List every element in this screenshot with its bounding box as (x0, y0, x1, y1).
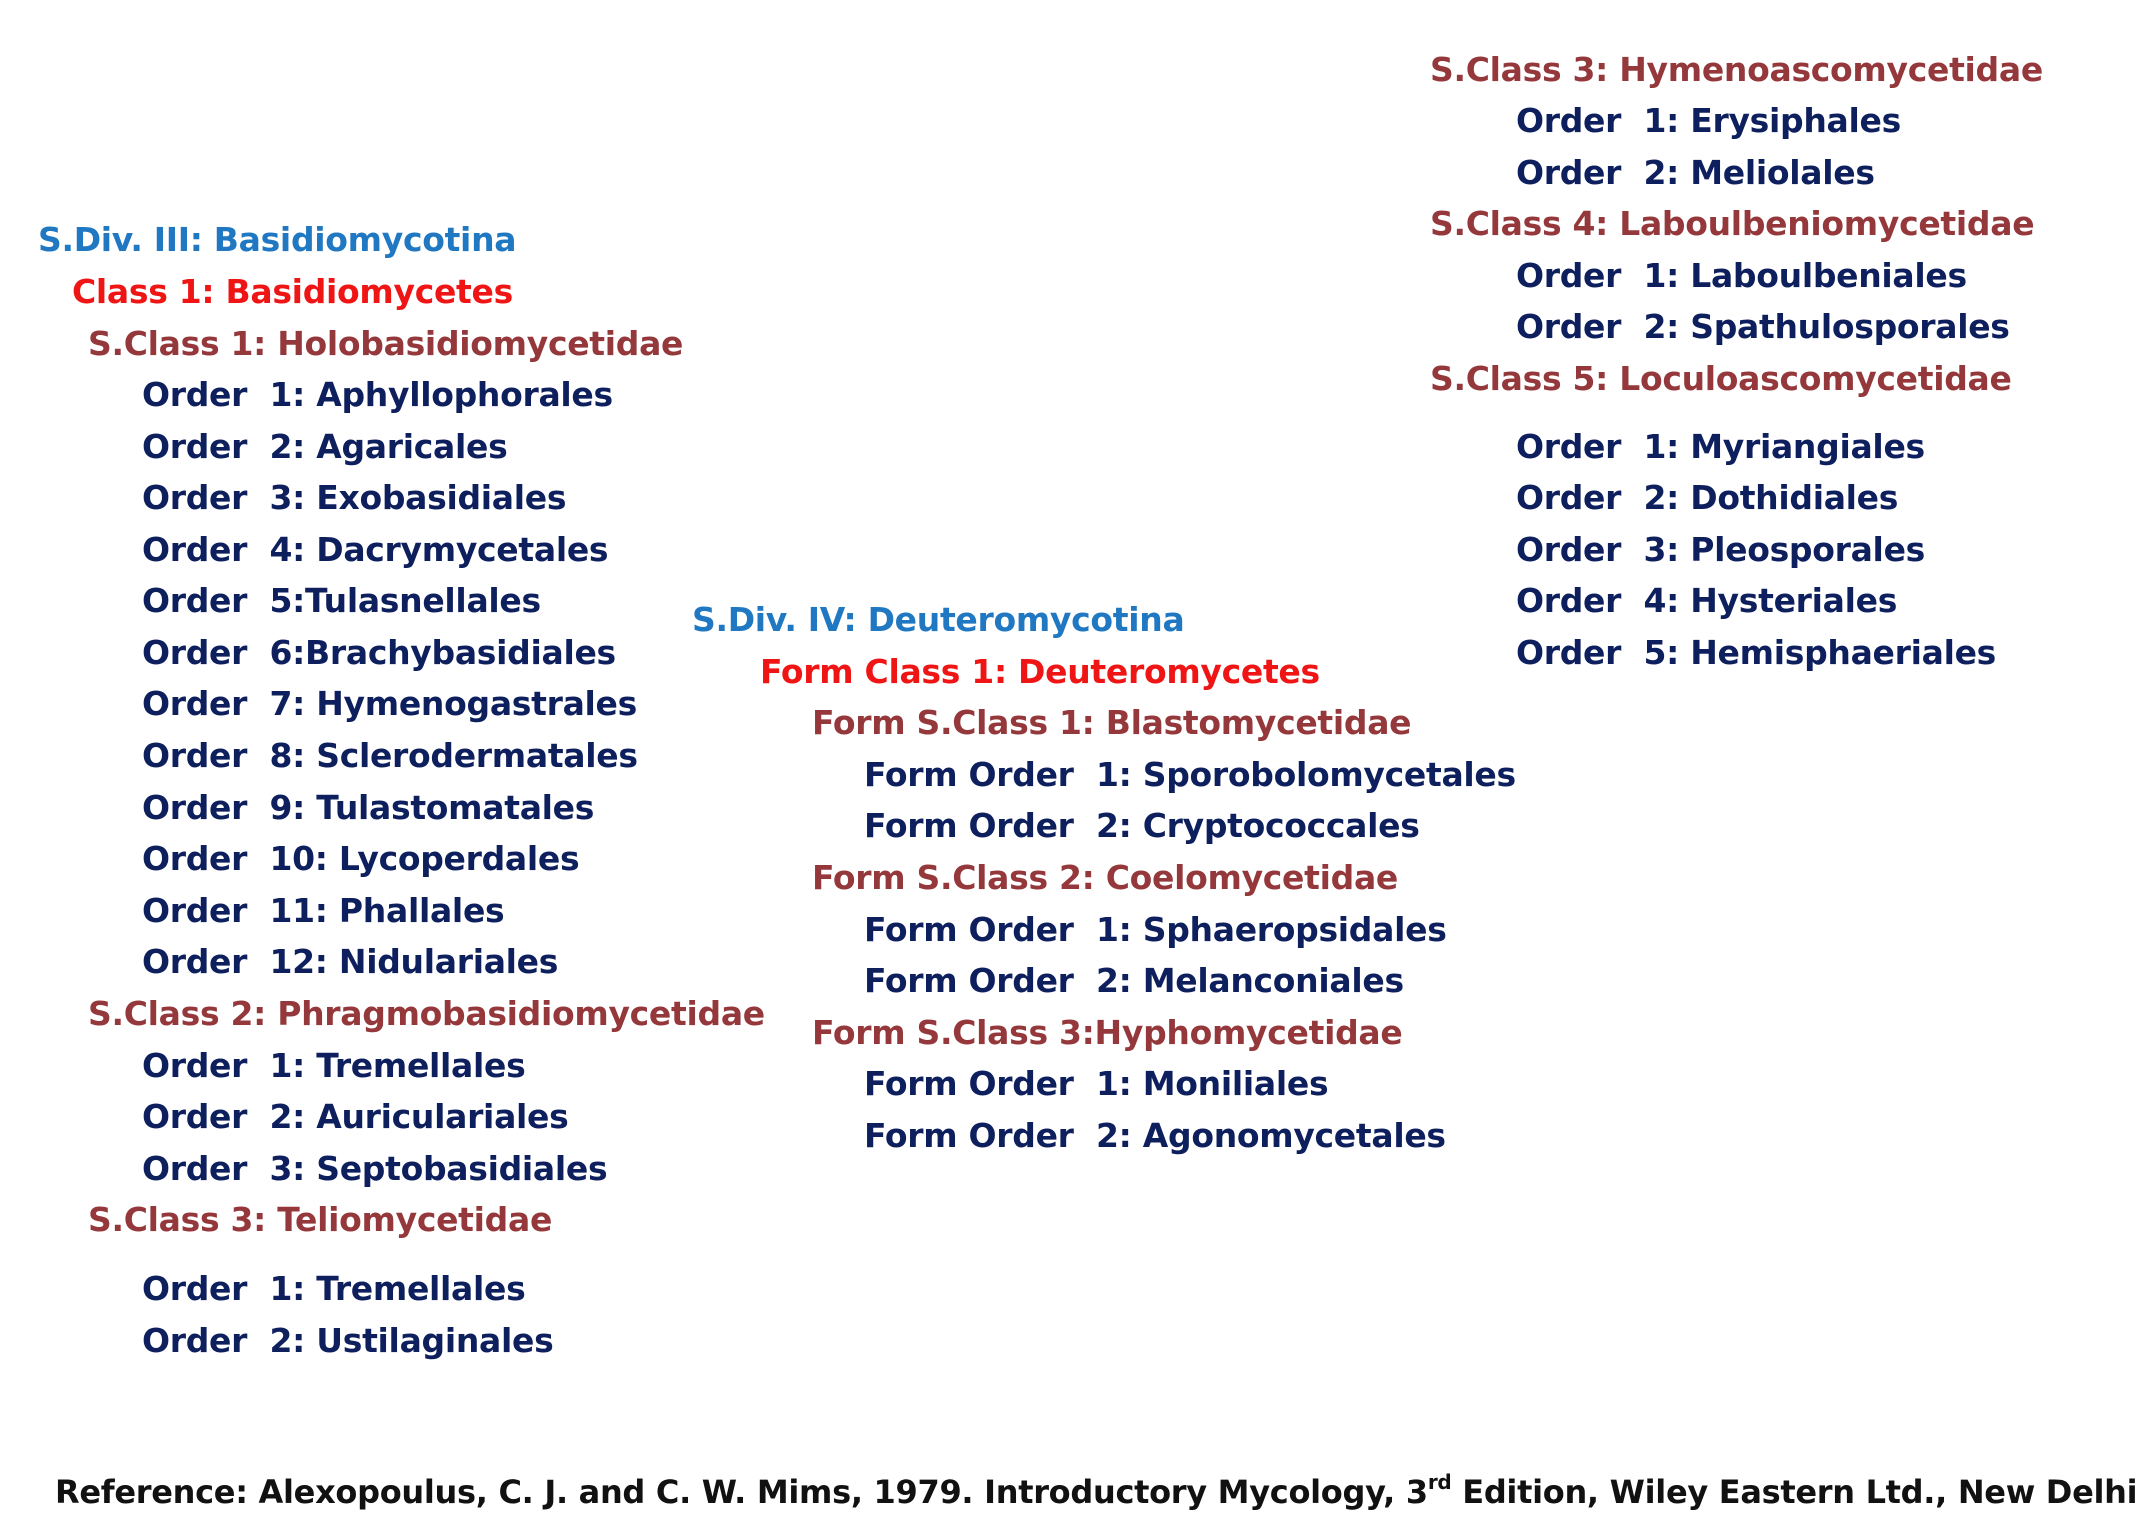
basidio-sc1-order-item: Order 4: Dacrymycetales (142, 530, 609, 569)
basidio-subclass-3-heading: S.Class 3: Teliomycetidae (88, 1200, 553, 1239)
basidio-sc2-order-item: Order 3: Septobasidiales (142, 1149, 608, 1188)
asco-sc4-order-item: Order 2: Spathulosporales (1516, 307, 2010, 346)
asco-sc5-order-item: Order 2: Dothidiales (1516, 478, 1899, 517)
asco-sc5-order-item: Order 1: Myriangiales (1516, 427, 1925, 466)
asco-sc5-order-item: Order 4: Hysteriales (1516, 581, 1898, 620)
deutero-subclass-1-heading: Form S.Class 1: Blastomycetidae (812, 703, 1412, 742)
basidio-sc3-order-item: Order 2: Ustilaginales (142, 1321, 554, 1360)
deutero-class-heading: Form Class 1: Deuteromycetes (760, 652, 1320, 691)
basidio-sc1-order-item: Order 5:Tulasnellales (142, 581, 541, 620)
reference-tail: Edition, Wiley Eastern Ltd., New Delhi (1451, 1473, 2137, 1511)
deutero-subclass-3-heading: Form S.Class 3:Hyphomycetidae (812, 1013, 1403, 1052)
deutero-sc3-order-item: Form Order 1: Moniliales (864, 1064, 1329, 1103)
basidio-sc1-order-item: Order 8: Sclerodermatales (142, 736, 638, 775)
basidio-sc1-order-item: Order 9: Tulastomatales (142, 788, 595, 827)
deutero-subclass-2-heading: Form S.Class 2: Coelomycetidae (812, 858, 1398, 897)
basidio-sc2-order-item: Order 2: Auriculariales (142, 1097, 569, 1136)
basidio-sc1-order-item: Order 12: Nidulariales (142, 942, 559, 981)
deutero-sc1-order-item: Form Order 1: Sporobolomycetales (864, 755, 1516, 794)
asco-sc4-order-item: Order 1: Laboulbeniales (1516, 256, 1967, 295)
basidio-sc1-order-item: Order 10: Lycoperdales (142, 839, 580, 878)
deutero-sc2-order-item: Form Order 1: Sphaeropsidales (864, 910, 1447, 949)
basidio-sc1-order-item: Order 11: Phallales (142, 891, 505, 930)
asco-subclass-3-heading: S.Class 3: Hymenoascomycetidae (1430, 50, 2043, 89)
basidio-subclass-1-heading: S.Class 1: Holobasidiomycetidae (88, 324, 684, 363)
basidio-class-heading: Class 1: Basidiomycetes (72, 272, 513, 311)
deutero-sc3-order-item: Form Order 2: Agonomycetales (864, 1116, 1446, 1155)
basidio-sc3-order-item: Order 1: Tremellales (142, 1269, 526, 1308)
basidio-sc1-order-item: Order 6:Brachybasidiales (142, 633, 616, 672)
asco-subclass-5-heading: S.Class 5: Loculoascomycetidae (1430, 359, 2012, 398)
basidio-subdivision-heading: S.Div. III: Basidiomycotina (38, 220, 517, 259)
deutero-sc1-order-item: Form Order 2: Cryptococcales (864, 806, 1420, 845)
basidio-subclass-2-heading: S.Class 2: Phragmobasidiomycetidae (88, 994, 765, 1033)
basidio-sc1-order-item: Order 2: Agaricales (142, 427, 508, 466)
basidio-sc1-order-item: Order 7: Hymenogastrales (142, 684, 637, 723)
asco-sc3-order-item: Order 1: Erysiphales (1516, 101, 1901, 140)
asco-sc5-order-item: Order 3: Pleosporales (1516, 530, 1925, 569)
reference-text: Reference: Alexopoulus, C. J. and C. W. Mims, 1979. Introductory Mycology, 3 (55, 1473, 1428, 1511)
basidio-sc2-order-item: Order 1: Tremellales (142, 1046, 526, 1085)
reference-citation (55, 1472, 2137, 1512)
asco-subclass-4-heading: S.Class 4: Laboulbeniomycetidae (1430, 204, 2035, 243)
basidio-sc1-order-item: Order 3: Exobasidiales (142, 478, 567, 517)
basidio-sc1-order-item: Order 1: Aphyllophorales (142, 375, 613, 414)
deutero-sc2-order-item: Form Order 2: Melanconiales (864, 961, 1404, 1000)
reference-superscript: rd (1427, 1470, 1452, 1494)
asco-sc3-order-item: Order 2: Meliolales (1516, 153, 1875, 192)
asco-sc5-order-item: Order 5: Hemisphaeriales (1516, 633, 1997, 672)
deutero-subdivision-heading: S.Div. IV: Deuteromycotina (692, 600, 1185, 639)
